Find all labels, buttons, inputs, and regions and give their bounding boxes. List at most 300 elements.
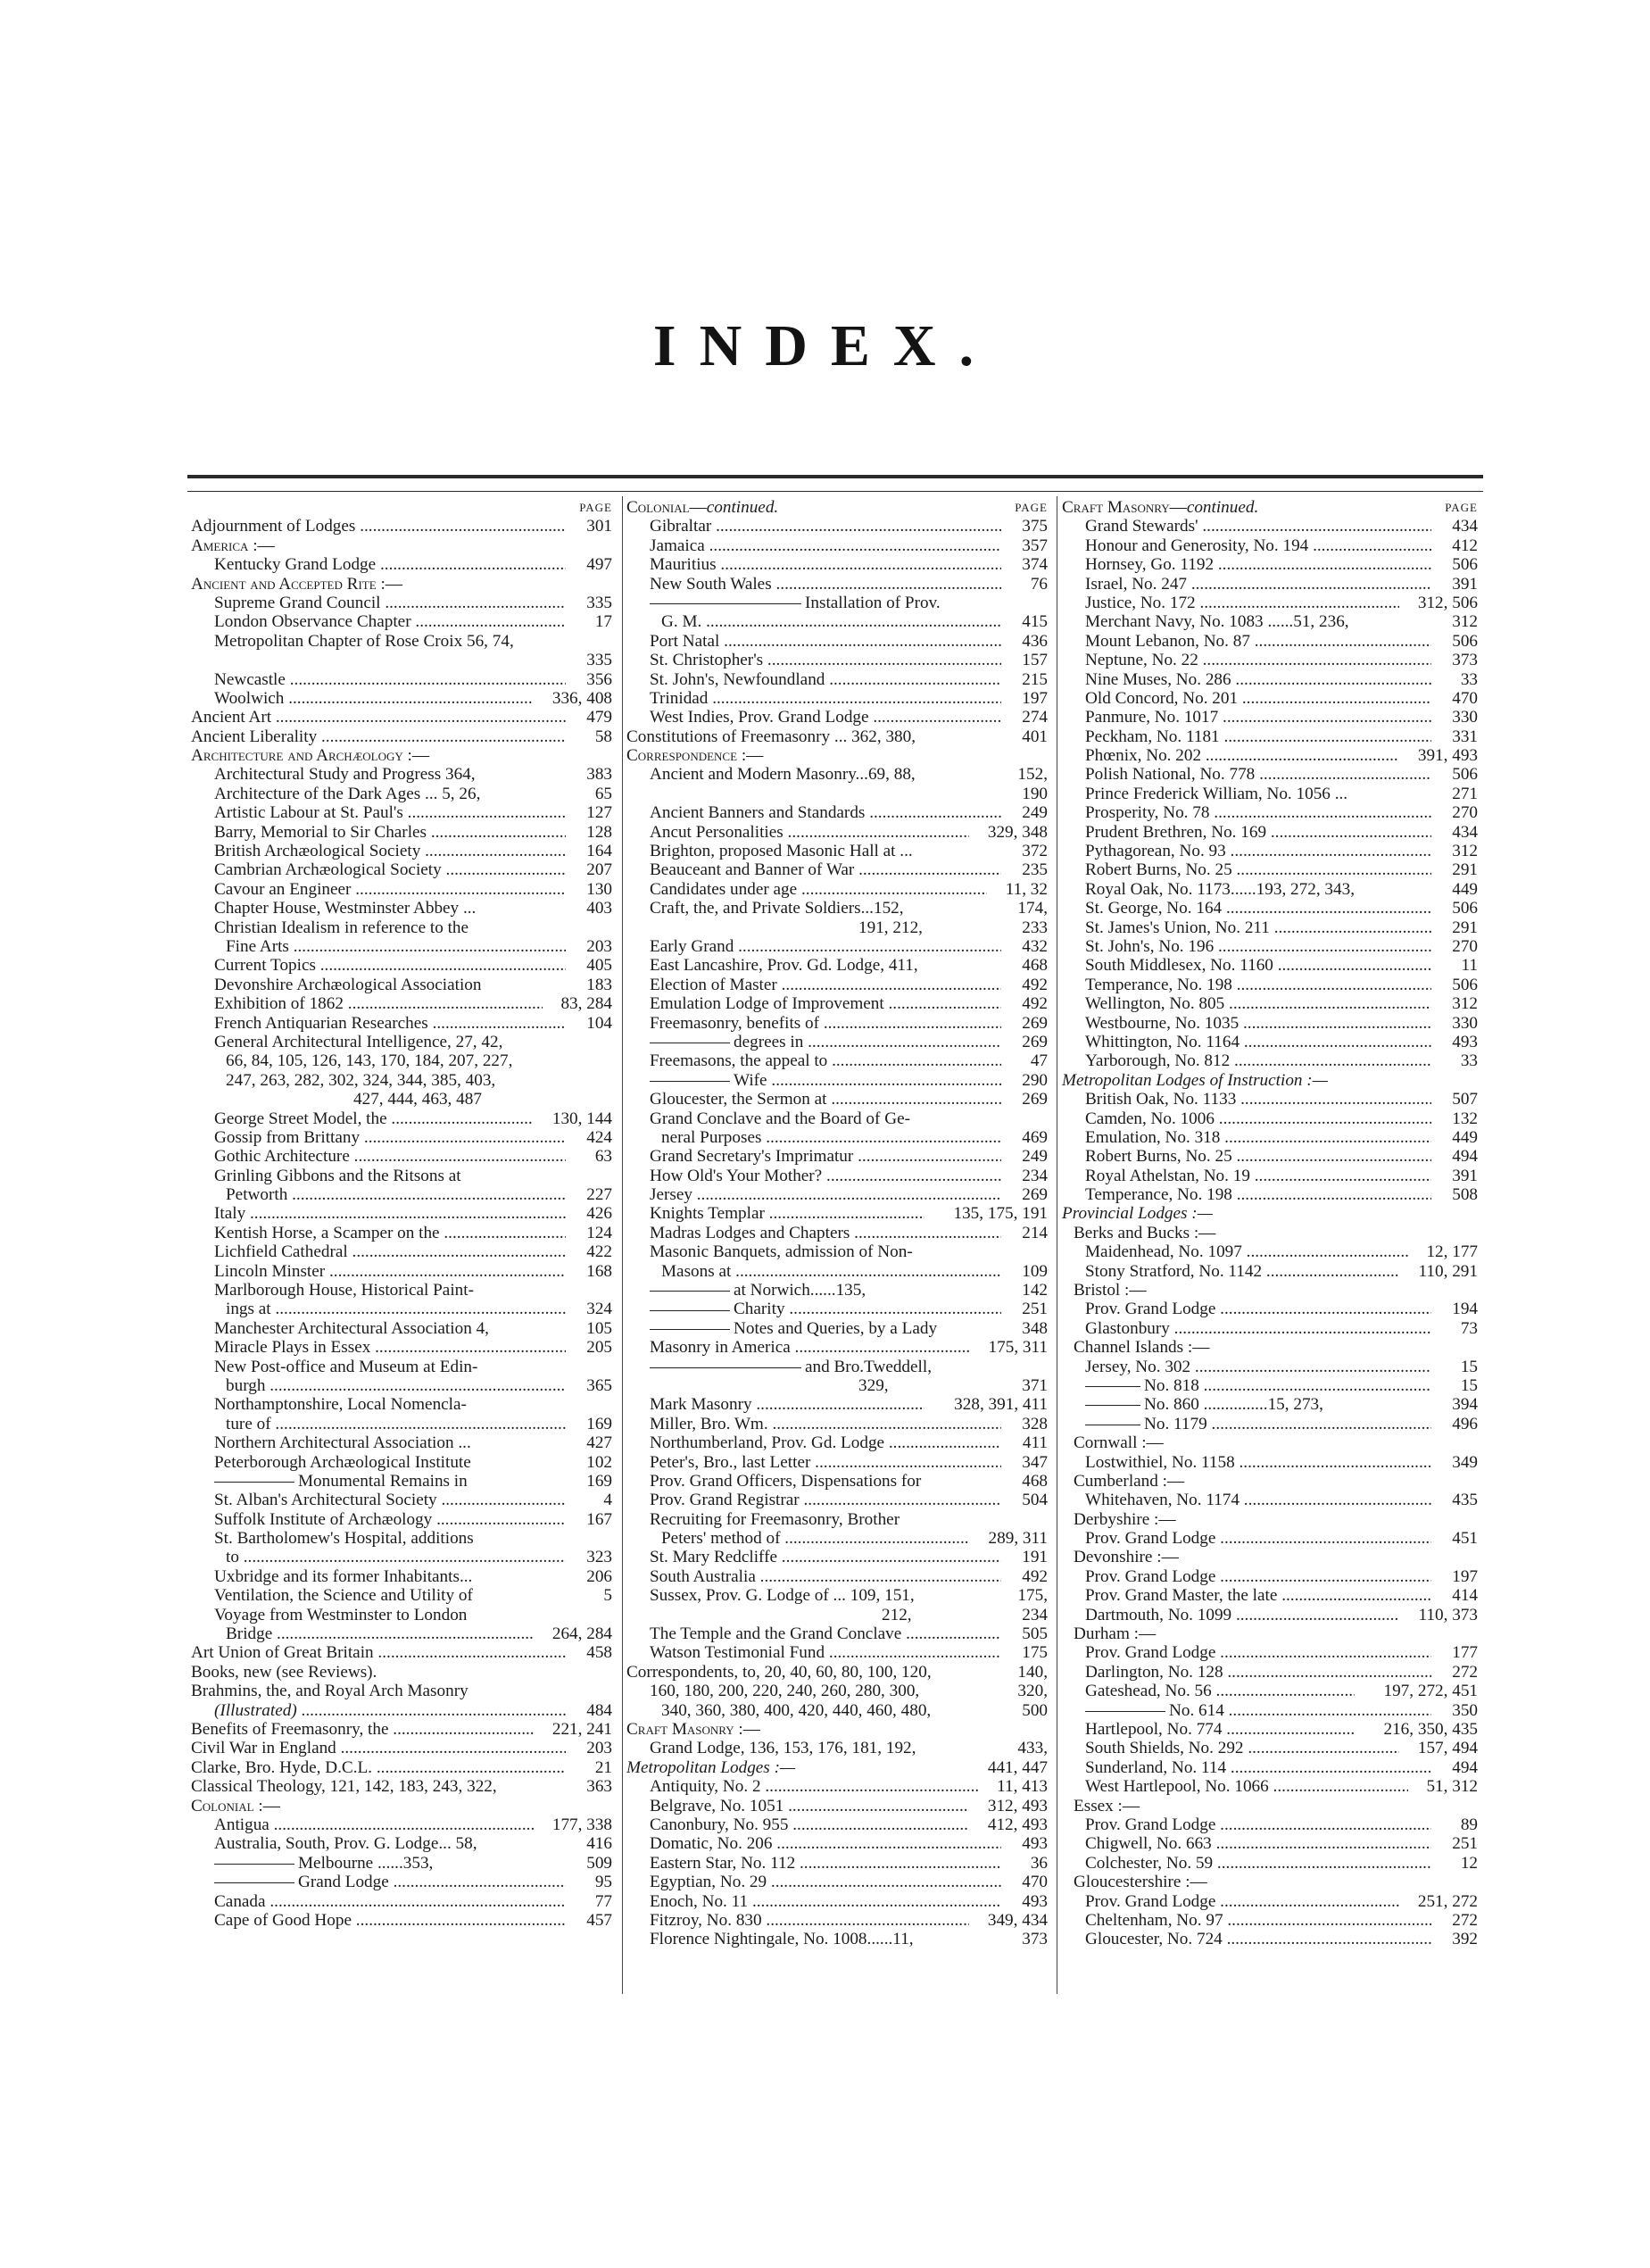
entry-text [1062,1433,1478,1452]
entry-label: Grand Conclave and the Board of Ge- [650,1109,910,1128]
index-entry [191,1567,612,1586]
entry-page: 330 [1433,708,1478,727]
index-entry [1062,594,1478,612]
entry-label: Fitzroy, No. 830 [650,1910,762,1930]
entry-text [191,956,566,975]
entry-page: 135, 175, 191 [926,1204,1048,1223]
entry-text [1062,1586,1431,1605]
entry-text [191,842,566,860]
entry-text [191,1051,612,1070]
entry-label: Installation of Prov. [805,593,941,612]
entry-text [1062,1242,1408,1261]
index-entry [1062,1185,1478,1204]
index-entry [1062,1358,1478,1376]
entry-label: Camden, No. 1006 [1085,1109,1215,1128]
entry-page: 494 [1433,1147,1478,1166]
index-entry [626,1491,1048,1509]
entry-page: 109 [1003,1262,1048,1281]
entry-page: 4 [568,1491,612,1509]
entry-text [1062,632,1431,651]
entry-page: 291 [1433,918,1478,937]
entry-label: neral Purposes [661,1127,762,1147]
entry-text [1062,937,1431,956]
entry-page: 227 [568,1185,612,1204]
entry-page: 140, [1003,1663,1048,1682]
ditto-dash [214,1882,294,1883]
entry-label: South Middlesex, No. 1160 [1085,956,1273,976]
index-entry [191,976,612,994]
entry-page: 233 [1003,918,1048,937]
entry-text [191,1529,612,1548]
entry-label: Chigwell, No. 663 [1085,1834,1212,1854]
entry-text [626,1930,1001,1948]
index-entry [626,1815,1048,1834]
entry-page: 167 [568,1510,612,1529]
entry-page: 207 [568,860,612,879]
entry-page: 451 [1433,1529,1478,1548]
index-entry [191,956,612,975]
entry-label: Belgrave, No. 1051 [650,1796,784,1815]
index-entry [1062,612,1478,631]
index-entry [1062,1873,1478,1891]
entry-page: 168 [568,1262,612,1281]
index-entry [626,1586,1048,1605]
entry-text [191,575,612,594]
entry-page: 5 [568,1586,612,1605]
entry-page: 251, 272 [1401,1892,1478,1911]
index-entry [191,555,612,574]
entry-page: 312 [1433,994,1478,1013]
entry-page: 508 [1433,1185,1478,1204]
entry-page: 328, 391, 411 [926,1395,1048,1414]
index-entry [191,708,612,727]
entry-label: Provincial Lodges :— [1062,1204,1213,1224]
index-entry [626,918,1048,937]
entry-page: 449 [1433,1128,1478,1147]
entry-page: 494 [1433,1758,1478,1777]
entry-text [626,899,1001,918]
index-entry [1062,785,1478,803]
entry-label: Gloucestershire :— [1074,1873,1207,1892]
index-entry [1062,1033,1478,1051]
entry-text [1062,1415,1431,1433]
ditto-dash [214,1482,294,1483]
entry-label: Classical Theology, 121, 142, 183, 243, 322, [191,1777,497,1797]
entry-text [191,632,612,651]
entry-page: 216, 350, 435 [1356,1720,1478,1739]
entry-page: 21 [568,1758,612,1777]
entry-page: 349, 434 [971,1911,1048,1930]
entry-label: Candidates under age [650,879,798,899]
index-entry [191,1204,612,1223]
entry-page: 33 [1433,1051,1478,1070]
entry-page: 312, 506 [1401,594,1478,612]
index-entry [1062,1300,1478,1318]
index-entry [191,670,612,689]
entry-page: 506 [1433,765,1478,784]
entry-text [626,1567,1001,1586]
index-entry [626,1185,1048,1204]
entry-text [1062,1358,1431,1376]
entry-text [1062,746,1399,765]
index-entry [1062,1415,1478,1433]
entry-label: 66, 84, 105, 126, 143, 170, 184, 207, 227, [226,1051,513,1071]
entry-label: Bristol :— [1074,1281,1147,1300]
entry-text [1062,1930,1431,1948]
entry-label: burgh [226,1375,266,1395]
entry-page: 33 [1433,670,1478,689]
entry-label: Architecture of the Dark Ages ... 5, 26, [214,784,481,803]
index-entry [1062,1128,1478,1147]
entry-label: Marlborough House, Historical Paint- [214,1281,474,1300]
index-entry [1062,994,1478,1013]
entry-label: Whitehaven, No. 1174 [1085,1491,1240,1510]
index-entry [1062,1090,1478,1109]
entry-text [191,1491,566,1509]
entry-text [191,1033,612,1051]
entry-page: 130 [568,880,612,899]
entry-page: 506 [1433,976,1478,994]
entry-text [626,1586,1001,1605]
entry-page: 433, [1003,1739,1048,1757]
index-entry [1062,1643,1478,1662]
index-entry [626,1720,1048,1739]
entry-page: 269 [1003,1090,1048,1109]
entry-label: Gibraltar [650,517,712,536]
index-entry [191,1167,612,1185]
entry-text [191,1128,566,1147]
entry-text [1062,860,1431,879]
index-entry [626,1682,1048,1700]
ditto-dash [650,1367,801,1368]
entry-label: Beauceant and Banner of War [650,860,855,880]
index-entry [626,575,1048,594]
index-entry [626,555,1048,574]
entry-label: Antigua [214,1815,269,1834]
entry-text [626,842,1001,860]
entry-page: 169 [568,1472,612,1491]
page-column-label: PAGE [579,501,612,514]
index-entry [626,1395,1048,1414]
entry-label: 247, 263, 282, 302, 324, 344, 385, 403, [226,1070,496,1090]
entry-text [626,1281,1001,1300]
entry-label: St. Bartholomew's Hospital, additions [214,1529,474,1549]
entry-label: Newcastle [214,669,286,689]
entry-text [191,1701,566,1720]
entry-text [626,1643,1001,1662]
entry-page: 175, 311 [971,1338,1048,1357]
entry-text [191,1643,566,1662]
index-entry [1062,1739,1478,1757]
entry-page: 507 [1433,1090,1478,1109]
entry-text [191,823,566,842]
entry-page: 392 [1433,1930,1478,1948]
index-entry [191,823,612,842]
entry-label: at Norwich......135, [734,1281,866,1300]
index-entry [1062,1014,1478,1033]
entry-label: (Illustrated) [214,1700,297,1720]
index-entry [191,1242,612,1261]
index-entry [191,1815,612,1834]
entry-text [191,1548,566,1566]
index-entry [626,1224,1048,1242]
entry-text [1062,708,1431,727]
continued-label: continued. [706,498,779,517]
entry-text [1062,1892,1399,1911]
entry-page: 414 [1433,1586,1478,1605]
entry-label: Colonial :— [191,1796,280,1815]
entry-label: Manchester Architectural Association 4, [214,1318,489,1338]
index-entry [626,1338,1048,1357]
entry-label: Brighton, proposed Masonic Hall at ... [650,842,913,861]
entry-page: 221, 241 [535,1720,612,1739]
entry-page: 203 [568,1739,612,1757]
index-entry [191,1319,612,1338]
entry-label: Polish National, No. 778 [1085,765,1256,785]
entry-text [191,1204,566,1223]
index-entry [191,1051,612,1070]
entry-label: Prov. Grand Lodge [1085,1815,1216,1834]
index-entry [1062,880,1478,899]
entry-page: 435 [1433,1491,1478,1509]
entry-label: Jersey [650,1185,692,1205]
entry-page: 336, 408 [535,689,612,708]
entry-page: 312, 493 [971,1797,1048,1815]
entry-label: Stony Stratford, No. 1142 [1085,1261,1263,1281]
entry-page: 434 [1433,823,1478,842]
entry-page: 270 [1433,937,1478,956]
entry-text [626,1758,969,1777]
entry-text [191,976,566,994]
entry-text [1062,1720,1355,1739]
entry-label: Correspondence :— [626,746,764,766]
index-entry [1062,1433,1478,1452]
entry-text [1062,1529,1431,1548]
entry-page: 335 [568,594,612,612]
entry-text [191,612,566,631]
entry-label: Devonshire :— [1074,1548,1179,1567]
index-entry [1062,1797,1478,1815]
entry-text [626,1529,969,1548]
entry-page: 272 [1433,1911,1478,1930]
entry-text [626,536,1001,555]
column-header [626,498,1048,517]
index-entry [1062,918,1478,937]
entry-label: Wife [734,1070,767,1090]
index-entry [626,976,1048,994]
entry-page: 458 [568,1643,612,1662]
entry-text [626,670,1001,689]
entry-page: 15 [1433,1358,1478,1376]
entry-label: Early Grand [650,936,734,956]
entry-label: Prov. Grand Officers, Dispensations for [650,1471,922,1491]
entry-label: Cheltenham, No. 97 [1085,1910,1223,1930]
entry-text [191,1300,566,1318]
index-entry [626,517,1048,536]
entry-text [626,1873,1001,1891]
index-entry [626,1510,1048,1529]
index-entry [191,1300,612,1318]
entry-label: Cavour an Engineer [214,879,352,899]
entry-text [191,689,534,708]
entry-page: 11 [1433,956,1478,975]
entry-label: ings at [226,1300,271,1319]
entry-label: No. 614 [1169,1700,1224,1720]
entry-page: 391, 493 [1401,746,1478,765]
entry-text [626,1262,1001,1281]
entry-page: 479 [568,708,612,727]
entry-text [626,1319,1001,1338]
entry-text [626,1358,1048,1376]
entry-page: 47 [1003,1051,1048,1070]
index-entry [191,1338,612,1357]
index-entry [626,1051,1048,1070]
entry-text [626,1014,1001,1033]
entry-label: Lichfield Cathedral [214,1242,348,1262]
entry-page: 349 [1433,1453,1478,1472]
entry-text [1062,976,1431,994]
index-entry [626,1453,1048,1472]
entry-label: G. M. [661,612,702,632]
index-entry [1062,708,1478,727]
entry-page: 270 [1433,803,1478,822]
entry-text [191,708,566,727]
index-entry [1062,670,1478,689]
index-entry [191,517,612,536]
entry-text [626,517,1001,536]
index-entry [191,899,612,918]
index-entry [191,1624,612,1643]
entry-page: 412 [1433,536,1478,555]
entry-label: Essex :— [1074,1796,1140,1815]
entry-page: 506 [1433,899,1478,918]
entry-label: Ancut Personalities [650,822,784,842]
entry-label: No. 860 ...............15, 273, [1144,1395,1323,1415]
entry-text [1062,1109,1431,1128]
index-entry [191,1663,612,1682]
entry-label: Peters' method of [661,1529,781,1549]
entry-page: 251 [1003,1300,1048,1318]
entry-label: America :— [191,536,275,555]
entry-text [626,1606,1001,1624]
entry-text [626,1624,1001,1643]
index-entry [626,1663,1048,1682]
index-entry [1062,1472,1478,1491]
entry-label: Eastern Star, No. 112 [650,1853,796,1873]
entry-page: 157 [1003,651,1048,669]
entry-text [1062,785,1431,803]
entry-label: Canada [214,1891,266,1911]
index-entry [1062,1854,1478,1873]
entry-text [191,1071,612,1090]
entry-label: Westbourne, No. 1035 [1085,1013,1240,1033]
index-entry [626,1204,1048,1223]
entry-label: Sussex, Prov. G. Lodge of ... 109, 151, [650,1586,915,1606]
section-name: Craft Masonry— [1062,498,1187,517]
entry-label: The Temple and the Grand Conclave [650,1624,902,1644]
index-entry [1062,1051,1478,1070]
entry-text [626,1510,1048,1529]
entry-text [626,1090,1001,1109]
index-entry [1062,1663,1478,1682]
entry-text [191,1606,612,1624]
index-entry [1062,1567,1478,1586]
column-header [191,498,612,517]
entry-page: 509 [568,1854,612,1873]
entry-page: 436 [1003,632,1048,651]
entry-label: Peter's, Bro., last Letter [650,1452,811,1472]
entry-text [191,1224,566,1242]
entry-page: 269 [1003,1185,1048,1204]
ditto-dash [214,1864,294,1865]
entry-text [191,1338,566,1357]
entry-page: 391 [1433,1167,1478,1185]
entry-label: St. James's Union, No. 211 [1085,918,1270,937]
entry-label: Durham :— [1074,1624,1157,1644]
entry-label: Australia, South, Prov. G. Lodge... 58, [214,1834,477,1854]
entry-label: Antiquity, No. 2 [650,1777,761,1797]
index-entry [1062,1453,1478,1472]
entry-text [191,536,612,555]
index-entry [626,1548,1048,1566]
ditto-dash [650,1291,730,1292]
index-entry [191,785,612,803]
index-entry [1062,956,1478,975]
entry-label: Darlington, No. 128 [1085,1662,1223,1682]
index-entry [191,765,612,784]
index-entry [1062,1281,1478,1300]
index-entry [626,1242,1048,1261]
ditto-dash [1085,1386,1140,1387]
index-entry [626,1624,1048,1643]
entry-page: 127 [568,803,612,822]
entry-label: West Hartlepool, No. 1066 [1085,1777,1269,1797]
entry-label: St. Mary Redcliffe [650,1548,777,1567]
entry-text [626,1167,1001,1185]
entry-page: 249 [1003,1147,1048,1166]
entry-label: Chapter House, Westminster Abbey ... [214,899,477,918]
entry-page: 174, [1003,899,1048,918]
entry-text [191,594,566,612]
entry-label: Grinling Gibbons and the Ritsons at [214,1166,461,1185]
index-entry [626,880,1048,899]
entry-label: Cornwall :— [1074,1433,1164,1453]
entry-label: No. 1179 [1144,1414,1207,1433]
index-entry [626,1300,1048,1318]
entry-label: Miller, Bro. Wm. [650,1414,768,1433]
entry-label: Royal Athelstan, No. 19 [1085,1166,1250,1185]
entry-page: 110, 291 [1401,1262,1478,1281]
index-entry [1062,1242,1478,1261]
index-entry [1062,727,1478,746]
entry-text [1062,1911,1431,1930]
index-entry [626,689,1048,708]
entry-label: Uxbridge and its former Inhabitants... [214,1566,473,1586]
entry-page: 505 [1003,1624,1048,1643]
entry-text [1062,994,1431,1013]
entry-label: Nine Muses, No. 286 [1085,669,1231,689]
entry-text [191,937,566,956]
index-entry [626,1567,1048,1586]
entry-text [626,746,1048,765]
entry-text [626,632,1001,651]
entry-page: 426 [568,1204,612,1223]
entry-label: Colchester, No. 59 [1085,1853,1214,1873]
column-divider-1 [622,496,623,1994]
entry-label: Architecture and Archæology :— [191,746,430,766]
entry-label: 160, 180, 200, 220, 240, 260, 280, 300, [650,1682,920,1701]
index-entry [191,1472,612,1491]
